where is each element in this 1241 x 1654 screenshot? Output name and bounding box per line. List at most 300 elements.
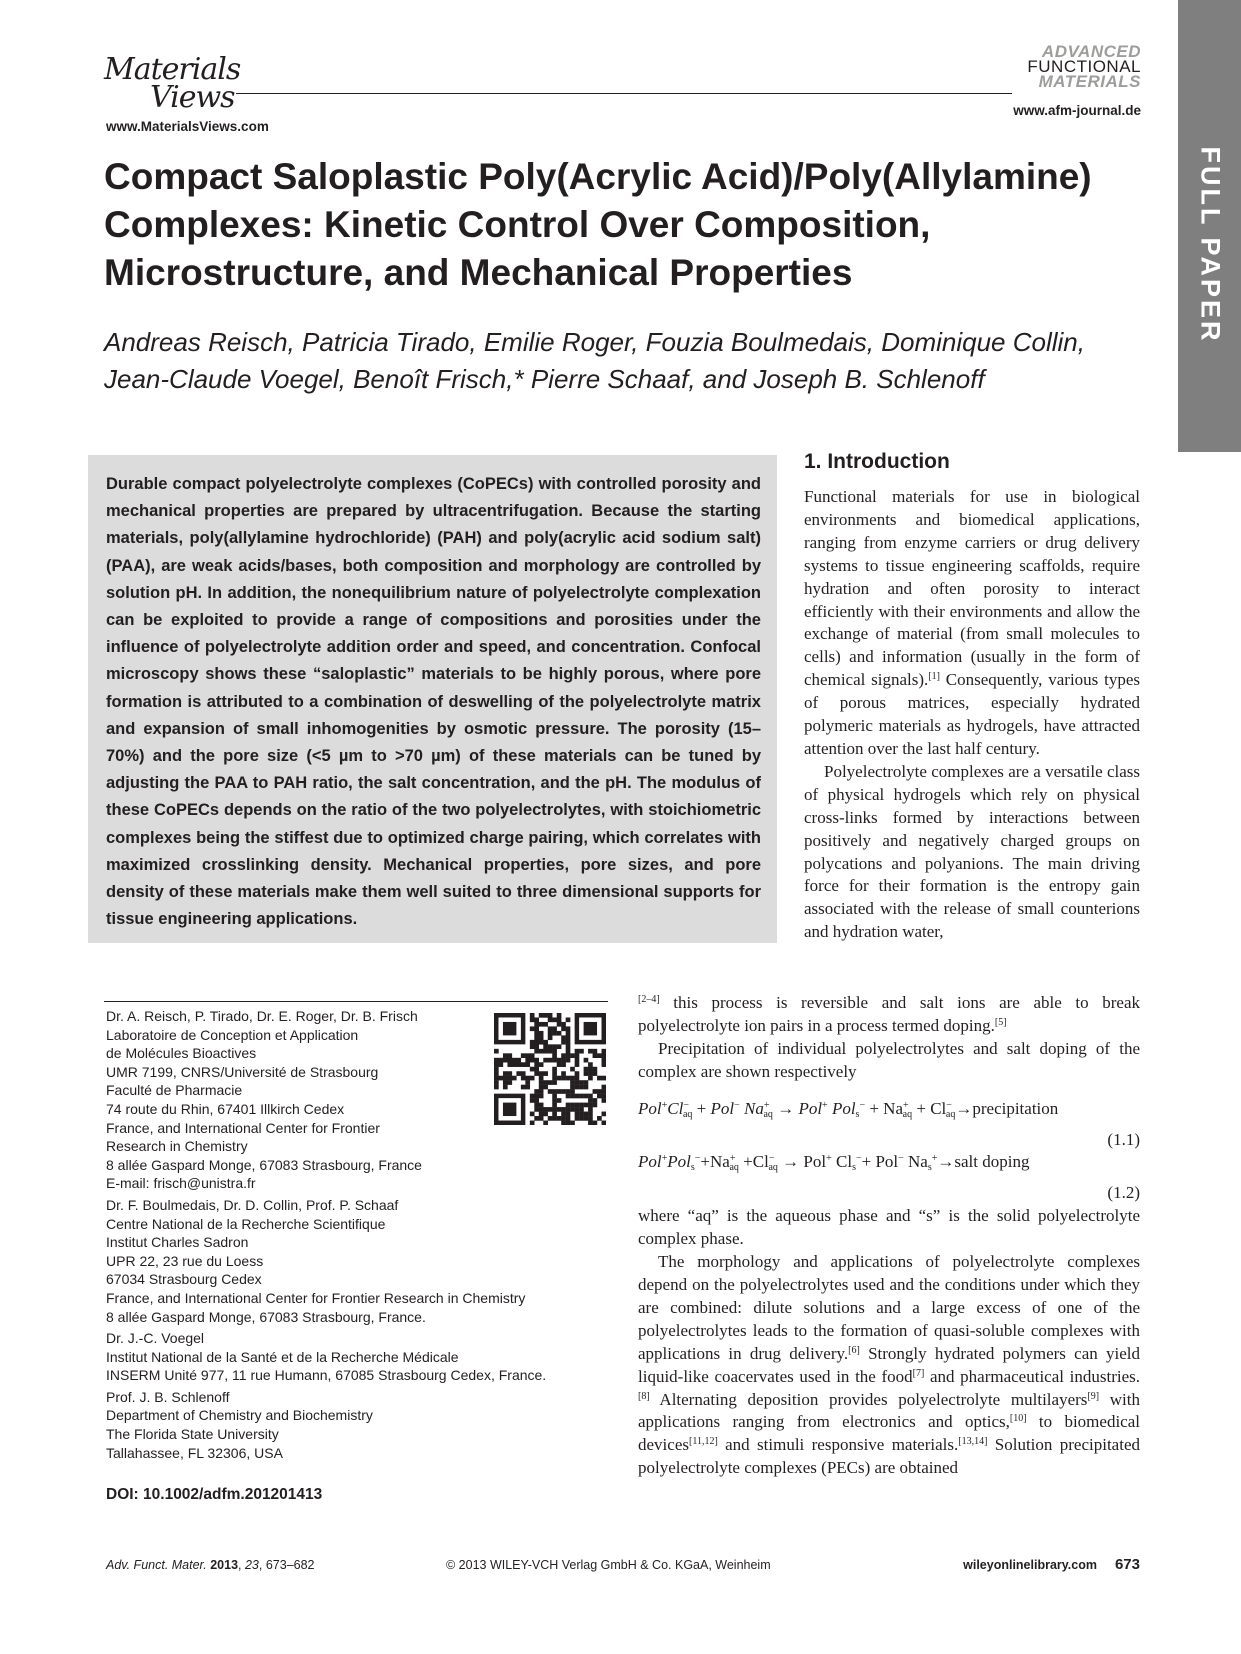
affiliation-line: 8 allée Gaspard Monge, 67083 Strasbourg, France: [106, 1156, 422, 1173]
reference-link[interactable]: [2–4]: [638, 994, 660, 1005]
title-line: Complexes: Kinetic Control Over Composition,: [104, 204, 931, 245]
qr-module: [503, 1085, 508, 1090]
qr-module: [584, 1067, 589, 1072]
affiliation-block: [106, 1196, 606, 1326]
authors-line: Andreas Reisch, Patricia Tirado, Emilie Roger, Fouzia Boulmedais, Dominique Collin,: [104, 327, 1085, 357]
qr-module: [539, 1062, 544, 1067]
qr-module: [543, 1121, 548, 1125]
affiliation-line: Dr. A. Reisch, P. Tirado, Dr. E. Roger, Dr. B. Frisch: [106, 1008, 418, 1024]
qr-module: [516, 1062, 521, 1067]
qr-module: [588, 1094, 593, 1099]
qr-module: [503, 1058, 508, 1063]
qr-module: [584, 1085, 589, 1090]
qr-module: [507, 1062, 512, 1067]
affiliation-line: 8 allée Gaspard Monge, 67083 Strasbourg, France.: [106, 1308, 426, 1325]
qr-module: [566, 1049, 571, 1054]
affiliation-line: Dr. F. Boulmedais, Dr. D. Collin, Prof. P. Schaaf: [106, 1196, 399, 1213]
qr-module: [539, 1089, 544, 1094]
affiliation-line: Prof. J. B. Schlenoff: [106, 1388, 230, 1405]
qr-module: [552, 1026, 557, 1031]
qr-module: [512, 1062, 517, 1067]
reference-link[interactable]: [8]: [638, 1390, 650, 1402]
author-list: [104, 324, 1104, 398]
qr-module: [539, 1071, 544, 1076]
qr-module: [530, 1053, 535, 1058]
qr-module: [507, 1053, 512, 1058]
qr-module: [575, 1058, 580, 1063]
article-title: [104, 153, 1104, 297]
qr-module: [516, 1071, 521, 1076]
qr-module: [507, 1076, 512, 1081]
qr-module: [543, 1040, 548, 1045]
qr-module: [512, 1076, 517, 1081]
reference-link[interactable]: [1]: [928, 671, 940, 683]
affiliation-line: Faculté de Pharmacie: [106, 1082, 243, 1099]
equation-2: $Pol^+Pol_s^-+Na^+_{aq} +Cl^-_{aq} \to Pol^+$ $Cl_s^-+ Pol^-$ $Na_s^+\to salt$ doping: [638, 1152, 1030, 1174]
qr-module: [525, 1080, 530, 1085]
qr-module: [552, 1080, 557, 1085]
reference-link[interactable]: [9]: [1087, 1390, 1100, 1402]
qr-module: [588, 1071, 593, 1076]
qr-module: [566, 1094, 571, 1099]
qr-module: [521, 1085, 526, 1090]
qr-module: [588, 1062, 593, 1067]
affiliation-line: Tallahassee, FL 32306, USA: [106, 1444, 283, 1461]
qr-module: [539, 1022, 544, 1027]
qr-module: [539, 1112, 544, 1117]
qr-module: [534, 1098, 539, 1103]
qr-module: [602, 1121, 606, 1125]
qr-module: [570, 1107, 575, 1112]
qr-module: [525, 1058, 530, 1063]
qr-module: [561, 1040, 566, 1045]
qr-module: [552, 1089, 557, 1094]
qr-module: [534, 1107, 539, 1112]
qr-module: [570, 1094, 575, 1099]
qr-module: [566, 1112, 571, 1117]
qr-module: [552, 1098, 557, 1103]
qr-module: [561, 1112, 566, 1117]
qr-module: [530, 1026, 535, 1031]
qr-module: [530, 1076, 535, 1081]
qr-module: [516, 1058, 521, 1063]
qr-module: [543, 1107, 548, 1112]
section-tab: [1178, 0, 1241, 452]
qr-module: [548, 1035, 553, 1040]
qr-module: [494, 1062, 499, 1067]
qr-module: [539, 1031, 544, 1036]
qr-module: [602, 1053, 606, 1058]
affiliations-rule: [104, 1001, 608, 1002]
qr-module: [494, 1076, 499, 1081]
qr-module: [588, 1121, 593, 1125]
qr-module: [525, 1062, 530, 1067]
qr-module: [534, 1049, 539, 1054]
qr-module: [548, 1080, 553, 1085]
materials-views-logo: [104, 52, 241, 115]
qr-module: [494, 1067, 499, 1072]
qr-module: [530, 1067, 535, 1072]
qr-module: [570, 1085, 575, 1090]
qr-module: [588, 1076, 593, 1081]
equation-2-number: (1.2): [1107, 1183, 1140, 1203]
qr-module: [552, 1049, 557, 1054]
qr-module: [588, 1103, 593, 1108]
qr-module: [575, 1085, 580, 1090]
qr-module: [548, 1089, 553, 1094]
qr-module: [579, 1080, 584, 1085]
qr-module: [534, 1067, 539, 1072]
materials-views-url[interactable]: www.MaterialsViews.com: [106, 119, 269, 134]
qr-module: [534, 1026, 539, 1031]
qr-module: [539, 1049, 544, 1054]
qr-module: [530, 1112, 535, 1117]
qr-module: [588, 1049, 593, 1054]
qr-module: [552, 1076, 557, 1081]
qr-module: [575, 1049, 580, 1054]
qr-module: [575, 1116, 580, 1121]
qr-module: [530, 1121, 535, 1125]
journal-logo: [1027, 44, 1141, 89]
qr-module: [534, 1094, 539, 1099]
qr-module: [561, 1089, 566, 1094]
abstract-box: [88, 455, 777, 943]
qr-module: [539, 1013, 544, 1018]
qr-module: [566, 1053, 571, 1058]
equation-1: $Pol^+Cl^-_{aq} + Pol^-$ $Na^+_{aq} \to Pol^+$ $Pol_s^- + Na^+_{aq}$ + $Cl^-_{aq}\to precipitation$: [638, 1098, 1059, 1120]
qr-module: [530, 1098, 535, 1103]
qr-module: [534, 1035, 539, 1040]
qr-module: [602, 1062, 606, 1067]
qr-module: [561, 1026, 566, 1031]
qr-module: [602, 1058, 606, 1063]
equation-2-text: salt doping: [954, 1152, 1030, 1172]
journal-logo-line1: ADVANCED: [1041, 42, 1141, 61]
qr-module: [534, 1044, 539, 1049]
doi[interactable]: DOI: 10.1002/adfm.201201413: [106, 1486, 323, 1503]
qr-module: [534, 1022, 539, 1027]
qr-module: [557, 1013, 562, 1018]
reference-link[interactable]: [13,14]: [958, 1436, 988, 1448]
qr-module: [552, 1071, 557, 1076]
logo-word-views: Views: [150, 80, 235, 115]
reference-link[interactable]: [6]: [848, 1344, 860, 1356]
qr-module: [570, 1067, 575, 1072]
qr-module: [530, 1058, 535, 1063]
qr-module: [566, 1035, 571, 1040]
qr-module: [602, 1112, 606, 1117]
equation-1-number: (1.1): [1107, 1129, 1140, 1149]
affiliation-line: INSERM Unité 977, 11 rue Humann, 67085 Strasbourg Cedex, France.: [106, 1367, 547, 1384]
qr-module: [534, 1103, 539, 1108]
qr-module: [570, 1053, 575, 1058]
qr-module: [593, 1049, 598, 1054]
reference-link[interactable]: [10]: [1009, 1413, 1027, 1425]
qr-module: [566, 1076, 571, 1081]
logo-word-materials: Materials: [104, 52, 241, 87]
equation-1-text: precipitation: [972, 1098, 1059, 1118]
qr-module: [593, 1053, 598, 1058]
affiliation-line: UPR 22, 23 rue du Loess: [106, 1252, 264, 1269]
qr-module: [566, 1089, 571, 1094]
qr-module: [570, 1103, 575, 1108]
qr-module: [570, 1080, 575, 1085]
qr-module: [548, 1031, 553, 1036]
qr-module: [566, 1017, 571, 1022]
qr-module: [557, 1031, 562, 1036]
qr-module: [543, 1112, 548, 1117]
qr-module: [579, 1116, 584, 1121]
qr-module: [552, 1094, 557, 1099]
qr-module: [543, 1044, 548, 1049]
qr-module: [566, 1026, 571, 1031]
qr-module: [552, 1107, 557, 1112]
qr-module: [530, 1094, 535, 1099]
qr-module: [597, 1053, 602, 1058]
qr-module: [530, 1017, 535, 1022]
qr-module: [561, 1062, 566, 1067]
qr-module: [575, 1112, 580, 1117]
reference-link[interactable]: [7]: [912, 1367, 925, 1379]
qr-module: [539, 1035, 544, 1040]
qr-module: [570, 1121, 575, 1125]
qr-module: [561, 1022, 566, 1027]
qr-finder-module: [503, 1103, 516, 1116]
affiliation-line: France, and International Center for Frontier: [106, 1119, 380, 1136]
qr-module: [521, 1076, 526, 1081]
qr-module: [525, 1085, 530, 1090]
qr-module: [588, 1107, 593, 1112]
affiliation-line: Institut National de la Santé et de la Recherche Médicale: [106, 1348, 459, 1365]
qr-module: [575, 1071, 580, 1076]
qr-module: [521, 1071, 526, 1076]
affiliation-line: de Molécules Bioactives: [106, 1045, 257, 1062]
journal-url[interactable]: www.afm-journal.de: [1013, 103, 1141, 118]
qr-module: [530, 1013, 535, 1018]
qr-module: [498, 1062, 503, 1067]
affiliation-line: Centre National de la Recherche Scientifique: [106, 1215, 386, 1232]
qr-module: [597, 1076, 602, 1081]
qr-module: [593, 1071, 598, 1076]
qr-module: [494, 1058, 499, 1063]
qr-module: [548, 1026, 553, 1031]
qr-module: [548, 1058, 553, 1063]
qr-module: [539, 1076, 544, 1081]
qr-module: [579, 1107, 584, 1112]
qr-module: [534, 1040, 539, 1045]
affiliation-block: [106, 1388, 606, 1462]
qr-module: [579, 1103, 584, 1108]
qr-module: [534, 1031, 539, 1036]
affiliation-block: [106, 1329, 606, 1385]
affiliation-line: France, and International Center for Frontier Research in Chemistry: [106, 1289, 526, 1306]
qr-module: [566, 1058, 571, 1063]
qr-module: [566, 1107, 571, 1112]
qr-finder-module: [503, 1022, 516, 1035]
qr-module: [552, 1044, 557, 1049]
qr-module: [557, 1022, 562, 1027]
qr-module: [588, 1116, 593, 1121]
qr-module: [602, 1089, 606, 1094]
qr-module: [539, 1116, 544, 1121]
affiliation-line: 67034 Strasbourg Cedex: [106, 1271, 262, 1288]
qr-module: [507, 1058, 512, 1063]
qr-module: [597, 1116, 602, 1121]
qr-module: [561, 1076, 566, 1081]
affiliation-line: 74 route du Rhin, 67401 Illkirch Cedex: [106, 1100, 345, 1117]
qr-finder-module: [584, 1022, 597, 1035]
qr-module: [548, 1017, 553, 1022]
affiliation-line: Institut Charles Sadron: [106, 1234, 249, 1251]
qr-module: [557, 1044, 562, 1049]
qr-module: [543, 1071, 548, 1076]
qr-module: [579, 1094, 584, 1099]
qr-module: [557, 1107, 562, 1112]
qr-module: [521, 1053, 526, 1058]
qr-module: [593, 1121, 598, 1125]
qr-code-graphic: [494, 1013, 606, 1125]
qr-module: [530, 1040, 535, 1045]
title-line: Microstructure, and Mechanical Properties: [104, 252, 853, 293]
qr-module: [561, 1035, 566, 1040]
paragraph: Functional materials for use in biological environments and biomedical applications, ranging from enzyme carriers or drug delivery systems to tissue engineering scaffolds, require hydration and often porosity to interact efficiently with their environments and allow the exchange of material (from small molecules to cells) and information (usually in the form of chemical signals).[1] Consequently, various types of porous matrices, especially hydrated polymeric materials as hydrogels, have attracted attention over the last half century.: [804, 487, 1140, 758]
reference-link[interactable]: [11,12]: [688, 1436, 718, 1448]
qr-module: [557, 1017, 562, 1022]
qr-module: [575, 1053, 580, 1058]
paragraph: Precipitation of individual polyelectrolytes and salt doping of the complex are shown respectively: [638, 1038, 1140, 1081]
qr-module: [539, 1080, 544, 1085]
qr-module: [494, 1049, 499, 1054]
paragraph: Polyelectrolyte complexes are a versatile class of physical hydrogels which rely on physical cross-links formed by interactions between positively and negatively charged groups on polycations and polyanions. The main driving force for their formation is the entropy gain associated with the release of small counterions and hydration water,: [804, 761, 1140, 942]
qr-module: [579, 1085, 584, 1090]
qr-module: [593, 1089, 598, 1094]
qr-module: [584, 1080, 589, 1085]
footer-volume: 23: [244, 1558, 259, 1572]
qr-module: [566, 1103, 571, 1108]
paragraph: The morphology and applications of polyelectrolyte complexes depend on the polyelectrolytes used and the conditions under which they are combined: dilute solutions and a large excess of one of the polyelectrolytes leads to the formation of quasi-soluble complexes with applications in drug delivery.[6] Strongly hydrated polymers can yield liquid-like coacervates used in the food[7] and pharmaceutical industries.[8] Alternating deposition provides polyelectrolyte multilayers[9] with applications ranging from electronics and optics,[10] to biomedical devices[11,12] and stimuli responsive materials.[13,14] Solution precipitated polyelectrolyte complexes (PECs) are obtained: [638, 1252, 1141, 1478]
qr-module: [588, 1098, 593, 1103]
qr-module: [498, 1058, 503, 1063]
qr-module: [503, 1071, 508, 1076]
qr-module: [588, 1112, 593, 1117]
qr-module: [575, 1080, 580, 1085]
qr-module: [503, 1053, 508, 1058]
qr-module: [566, 1044, 571, 1049]
affiliation-line: Department of Chemistry and Biochemistry: [106, 1407, 373, 1424]
qr-module: [552, 1067, 557, 1072]
qr-module: [552, 1053, 557, 1058]
qr-module: [570, 1076, 575, 1081]
qr-module: [557, 1062, 562, 1067]
qr-module: [584, 1094, 589, 1099]
qr-module: [597, 1094, 602, 1099]
qr-module: [602, 1098, 606, 1103]
qr-module: [548, 1013, 553, 1018]
qr-module: [584, 1058, 589, 1063]
qr-module: [584, 1116, 589, 1121]
qr-module: [543, 1013, 548, 1018]
journal-logo-line2: FUNCTIONAL: [1027, 57, 1141, 76]
paragraph: where “aq” is the aqueous phase and “s” is the solid polyelectrolyte complex phase.: [638, 1206, 1140, 1249]
page-number: 673: [1114, 1556, 1140, 1573]
qr-module: [575, 1076, 580, 1081]
qr-module: [503, 1080, 508, 1085]
qr-module: [503, 1076, 508, 1081]
qr-module: [548, 1044, 553, 1049]
qr-module: [525, 1076, 530, 1081]
qr-module: [557, 1089, 562, 1094]
affiliation-line: Laboratoire de Conception et Application: [106, 1026, 359, 1043]
qr-module: [543, 1049, 548, 1054]
qr-module: [534, 1058, 539, 1063]
qr-module: [575, 1062, 580, 1067]
paragraph-continued: [2–4] this process is reversible and salt ions are able to break polyelectrolyte ion pairs in a process termed doping.[5]: [638, 993, 1140, 1035]
qr-module: [539, 1107, 544, 1112]
qr-module: [494, 1080, 499, 1085]
qr-module: [579, 1112, 584, 1117]
qr-module: [566, 1121, 571, 1125]
qr-module: [566, 1116, 571, 1121]
qr-module: [570, 1089, 575, 1094]
qr-module: [557, 1116, 562, 1121]
qr-module: [557, 1098, 562, 1103]
qr-module: [593, 1103, 598, 1108]
qr-module: [561, 1071, 566, 1076]
qr-module: [539, 1094, 544, 1099]
authors-line: Jean-Claude Voegel, Benoît Frisch,* Pierre Schaaf, and Joseph B. Schlenoff: [104, 364, 985, 394]
reference-link[interactable]: [5]: [994, 1016, 1007, 1028]
qr-module: [498, 1076, 503, 1081]
qr-module: [534, 1017, 539, 1022]
qr-module: [521, 1062, 526, 1067]
qr-module: [575, 1103, 580, 1108]
footer-site: [963, 1556, 1140, 1573]
footer-year: 2013: [210, 1558, 239, 1572]
qr-module: [534, 1089, 539, 1094]
qr-module: [561, 1058, 566, 1063]
qr-module: [552, 1017, 557, 1022]
qr-module: [602, 1076, 606, 1081]
qr-module: [602, 1094, 606, 1099]
qr-module: [534, 1071, 539, 1076]
qr-module: [593, 1067, 598, 1072]
intro-column-wide: [638, 992, 1140, 1480]
footer-site-link[interactable]: wileyonlinelibrary.com: [963, 1558, 1097, 1572]
qr-module: [561, 1053, 566, 1058]
qr-module: [566, 1040, 571, 1045]
journal-logo-line3: MATERIALS: [1038, 72, 1141, 91]
qr-module: [539, 1085, 544, 1090]
qr-module: [552, 1103, 557, 1108]
footer-copyright: © 2013 WILEY-VCH Verlag GmbH & Co. KGaA, Weinheim: [446, 1558, 771, 1572]
affiliation-line: The Florida State University: [106, 1426, 279, 1443]
qr-module: [602, 1085, 606, 1090]
qr-module: [552, 1116, 557, 1121]
qr-module: [561, 1116, 566, 1121]
title-line: Compact Saloplastic Poly(Acrylic Acid)/Poly(Allylamine): [104, 156, 1092, 197]
qr-module: [557, 1058, 562, 1063]
intro-column-right: [804, 486, 1140, 944]
qr-module: [530, 1044, 535, 1049]
qr-module: [588, 1067, 593, 1072]
qr-module: [575, 1107, 580, 1112]
qr-code[interactable]: [494, 1013, 606, 1125]
footer-citation: Adv. Funct. Mater. 2013, 23, 673–682: [106, 1558, 315, 1572]
qr-module: [597, 1089, 602, 1094]
affiliation-line: E-mail: frisch@unistra.fr: [106, 1175, 256, 1192]
qr-module: [584, 1112, 589, 1117]
affiliation-line: Research in Chemistry: [106, 1138, 248, 1155]
